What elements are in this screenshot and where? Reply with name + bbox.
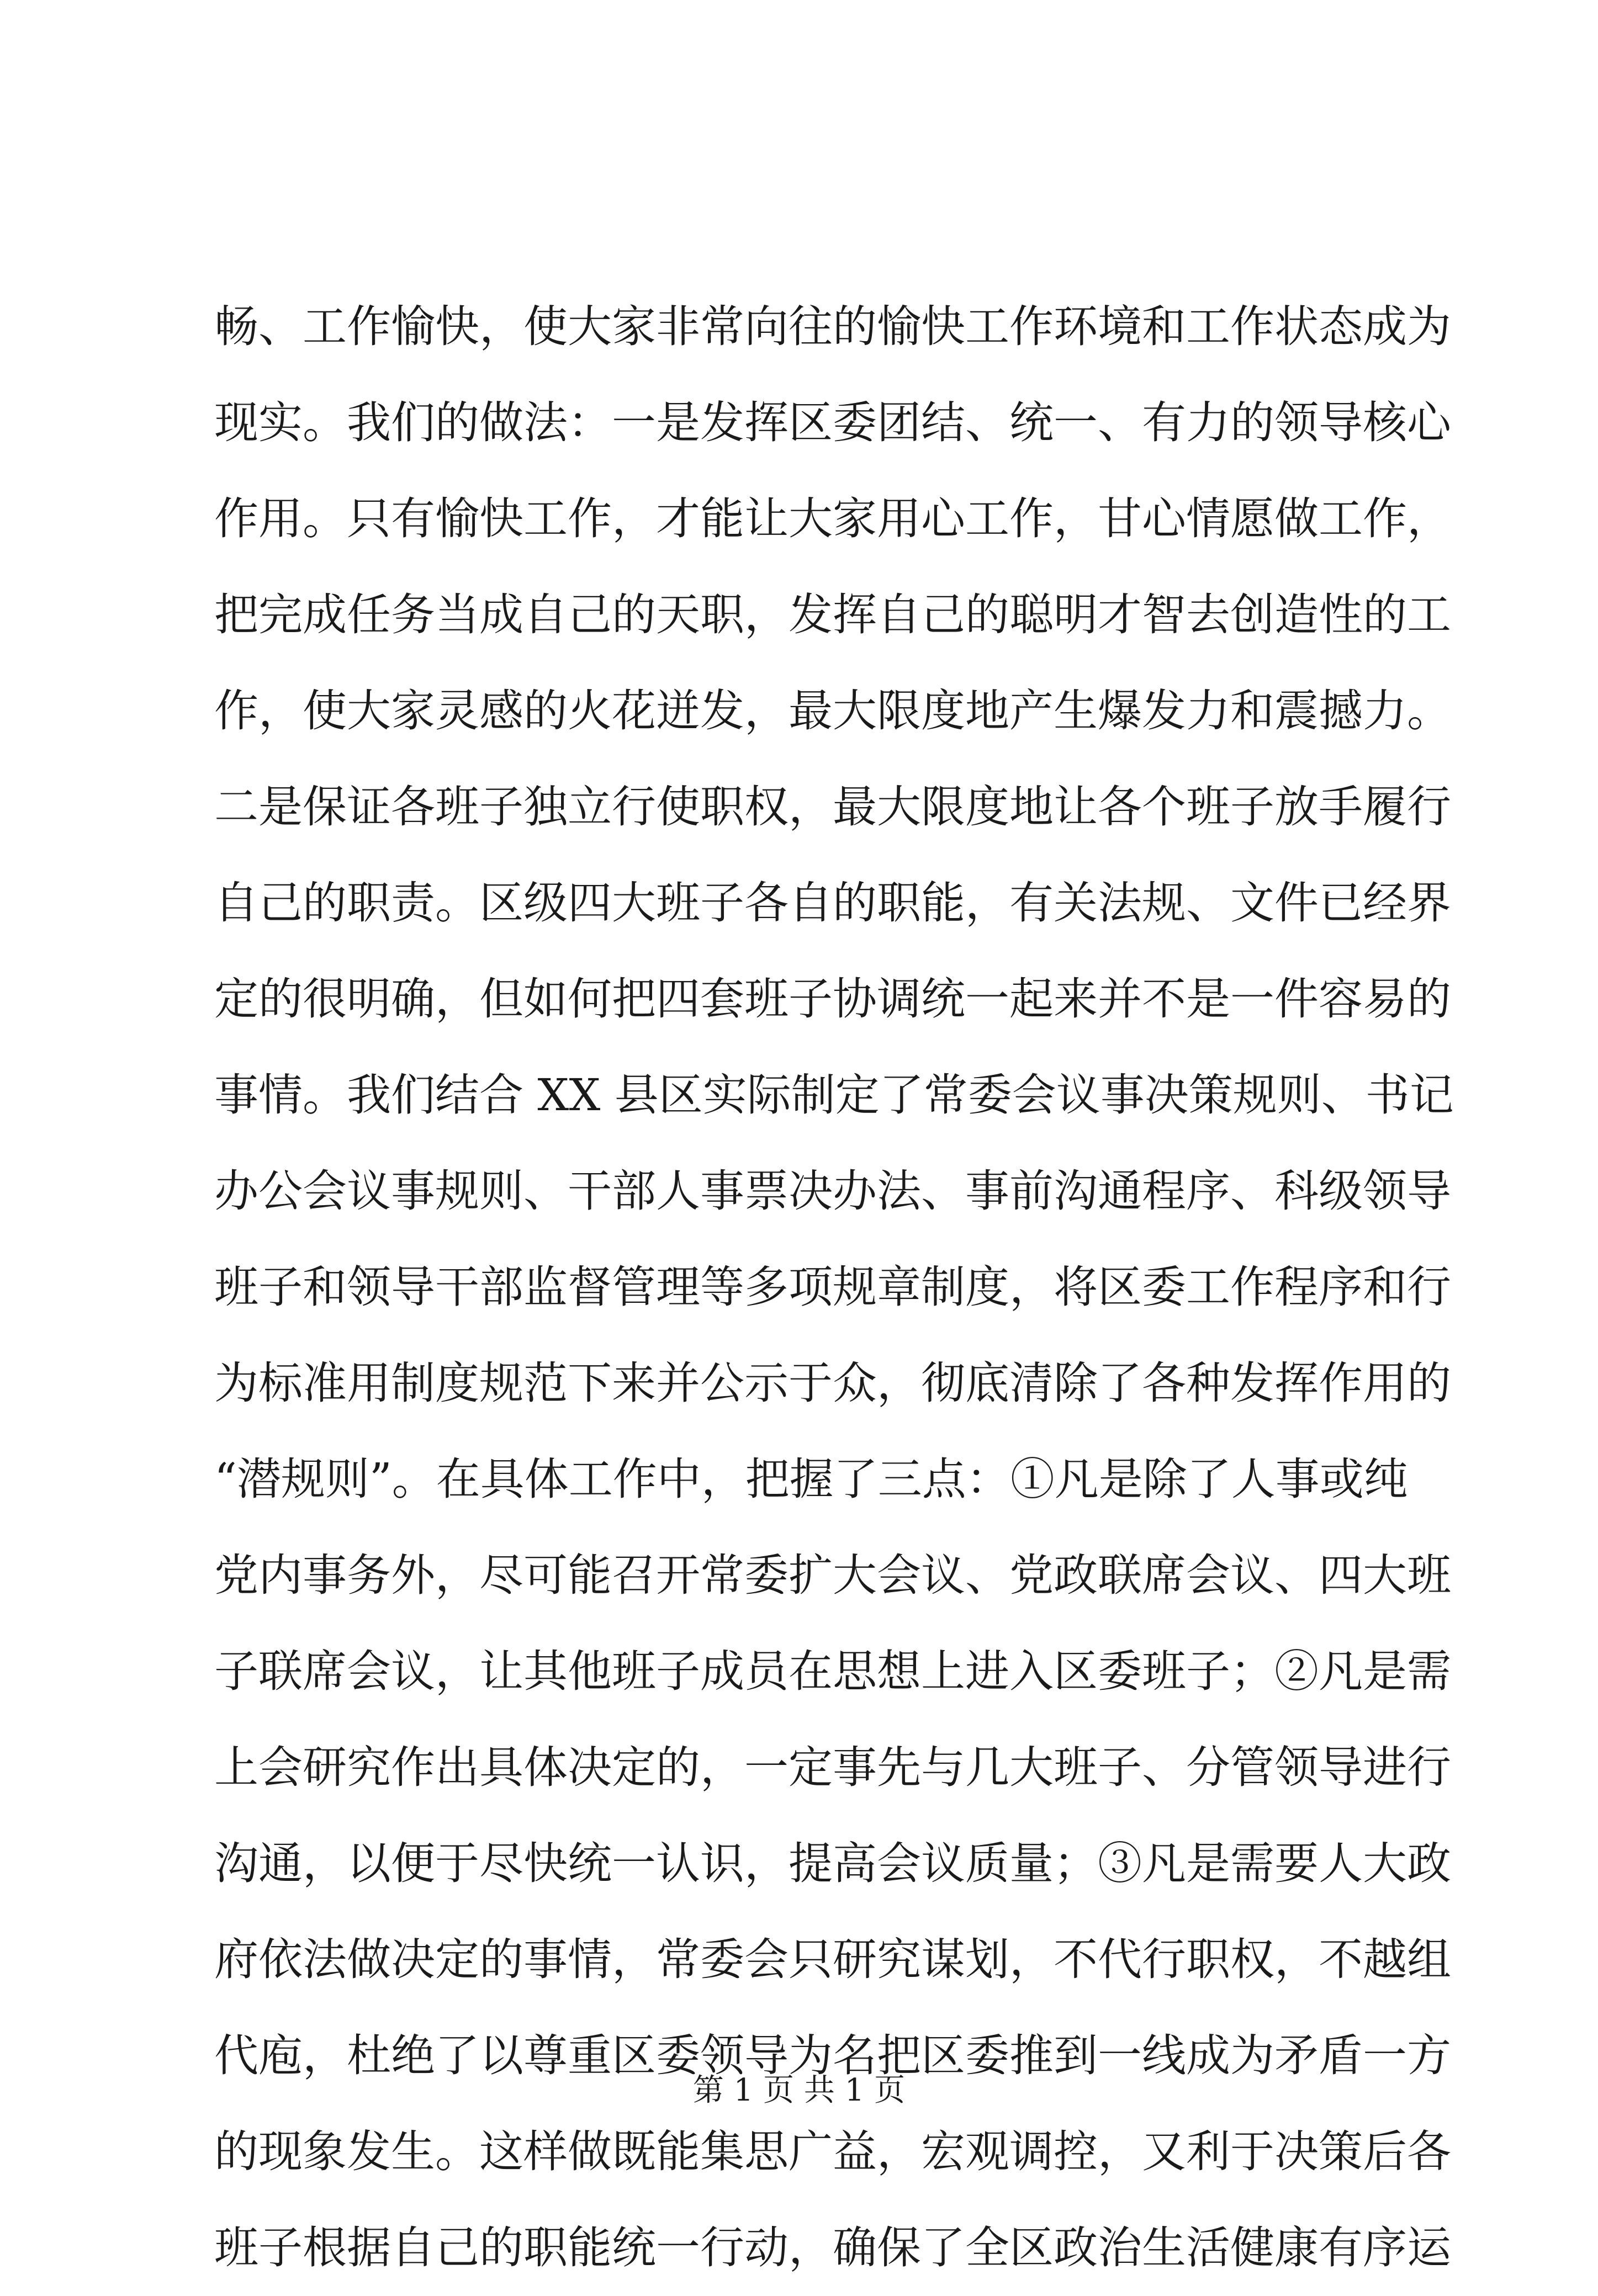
text-line: 办公会议事规则、干部人事票决办法、事前沟通程序、科级领导 <box>214 1165 1451 1217</box>
text-line: 子联席会议，让其他班子成员在思想上进入区委班子；②凡是需 <box>214 1646 1451 1697</box>
text-line: 府依法做决定的事情，常委会只研究谋划，不代行职权，不越组 <box>214 1934 1451 1985</box>
text-line: 现实。我们的做法：一是发挥区委团结、统一、有力的领导核心 <box>214 397 1451 448</box>
body-paragraph <box>214 279 1454 2296</box>
text-line: 事情。我们结合 XX 县区实际制定了常委会议事决策规则、书记 <box>214 1069 1454 1121</box>
text-line: 班子根据自己的职能统一行动，确保了全区政治生活健康有序运 <box>214 2222 1451 2273</box>
text-line: 作用。只有愉快工作，才能让大家用心工作，甘心情愿做工作， <box>214 493 1451 544</box>
text-line: 沟通，以便于尽快统一认识，提高会议质量；③凡是需要人大政 <box>214 1838 1451 1889</box>
text-line: 二是保证各班子独立行使职权，最大限度地让各个班子放手履行 <box>214 781 1451 833</box>
text-line: 作，使大家灵感的火花迸发，最大限度地产生爆发力和震撼力。 <box>214 685 1451 736</box>
text-line: 把完成任务当成自己的天职，发挥自己的聪明才智去创造性的工 <box>214 589 1451 640</box>
text-line: 自己的职责。区级四大班子各自的职能，有关法规、文件已经界 <box>214 877 1451 929</box>
page-number-footer: 第 1 页 共 1 页 <box>692 2072 906 2108</box>
text-line: 为标准用制度规范下来并公示于众，彻底清除了各种发挥作用的 <box>214 1358 1451 1409</box>
text-line: 上会研究作出具体决定的，一定事先与几大班子、分管领导进行 <box>214 1742 1451 1793</box>
text-line: 代庖，杜绝了以尊重区委领导为名把区委推到一线成为矛盾一方 <box>214 2030 1451 2081</box>
text-line: 的现象发生。这样做既能集思广益，宏观调控，又利于决策后各 <box>214 2126 1451 2177</box>
text-line: 班子和领导干部监督管理等多项规章制度，将区委工作程序和行 <box>214 1261 1451 1313</box>
text-line: 畅、工作愉快，使大家非常向往的愉快工作环境和工作状态成为 <box>214 301 1451 352</box>
text-line: “潜规则”。在具体工作中，把握了三点：①凡是除了人事或纯 <box>214 1454 1408 1505</box>
text-line: 定的很明确，但如何把四套班子协调统一起来并不是一件容易的 <box>214 973 1451 1025</box>
text-line: 党内事务外，尽可能召开常委扩大会议、党政联席会议、四大班 <box>214 1550 1451 1601</box>
